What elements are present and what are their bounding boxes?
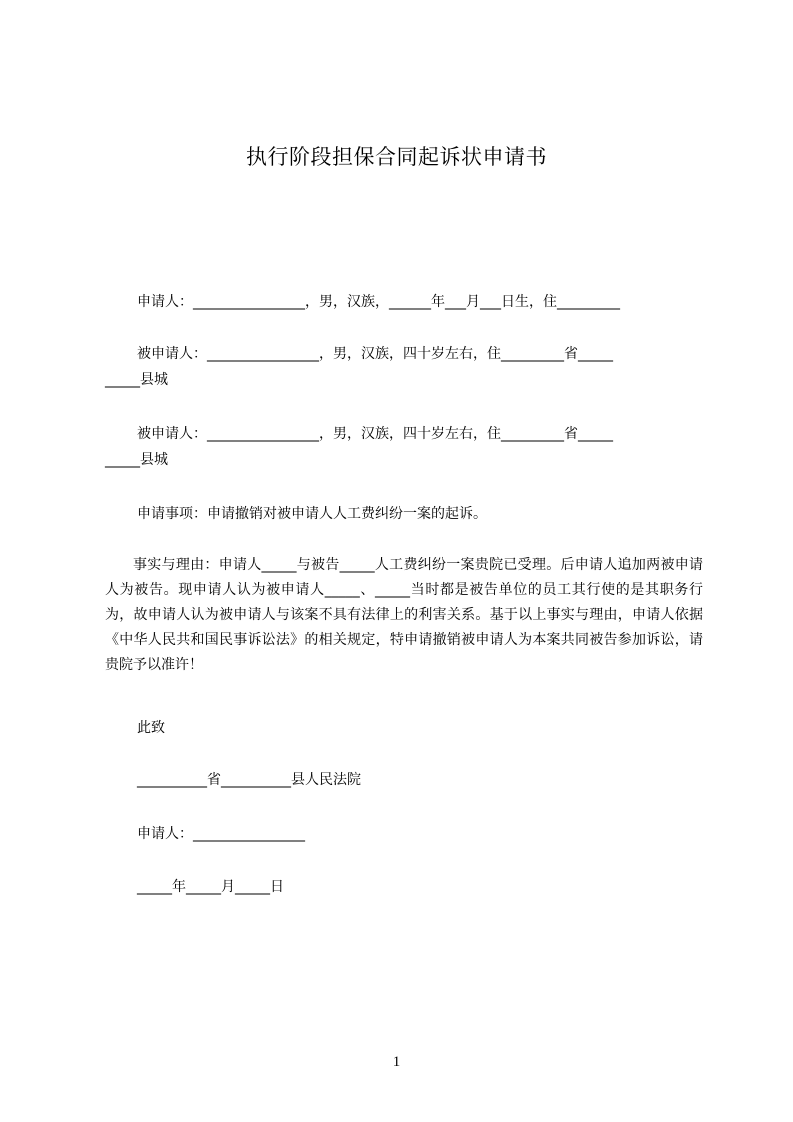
date-line: _____年_____月_____日: [137, 879, 284, 895]
respondent-1-line: 被申请人：________________，男，汉族，四十岁左右，住_________省_____: [137, 346, 613, 362]
facts-paragraph: 事实与理由：申请人_____与被告_____人工费纠纷一案贵院已受理。后申请人追加两被申请人为被告。现申请人认为被申请人_____、_____当时都是被告单位的员工其行使的是其职务行为，故申请人认为被申请人与该案不具有法律上的利害关系。基于以上事实与理由，申请人依据《中华人民共和国民事诉讼法》的相关规定，特申请撤销被申请人为本案共同被告参加诉讼，请贵院予以准许！: [105, 557, 703, 673]
respondent-2-line: 被申请人：________________，男，汉族，四十岁左右，住_________省_____: [137, 426, 613, 442]
respondent-1-continuation: _____县城: [105, 372, 168, 388]
document-title: 执行阶段担保合同起诉状申请书: [246, 145, 547, 169]
court-addressee: __________省__________县人民法院: [137, 772, 361, 788]
request-paragraph: 申请事项：申请撤销对被申请人人工费纠纷一案的起诉。: [137, 506, 487, 522]
salutation: 此致: [137, 720, 165, 736]
signature-line: 申请人：________________: [137, 826, 305, 842]
page-number: 1: [392, 1054, 401, 1070]
applicant-line: 申请人：________________，男，汉族，______年___月___日生，住_________: [137, 294, 620, 310]
respondent-2-continuation: _____县城: [105, 452, 168, 468]
